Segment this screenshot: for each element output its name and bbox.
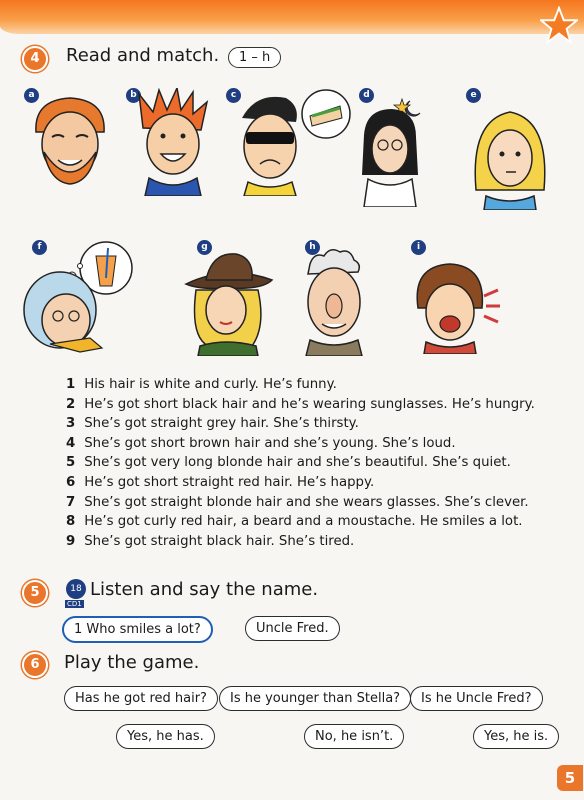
answer-bubble: No, he isn’t. [304, 724, 404, 749]
sentence-item: 3 She’s got straight grey hair. She’s thirsty. [66, 416, 359, 432]
picture-letter: h [305, 240, 320, 255]
sentence-item: 5 She’s got very long blonde hair and she’s beautiful. She’s quiet. [66, 455, 511, 471]
page-number: 5 [557, 765, 583, 791]
audio-track-icon[interactable]: 18 [66, 579, 86, 599]
character-d-illustration [358, 95, 433, 207]
sentence-item: 2 He’s got short black hair and he’s wearing sunglasses. He’s hungry. [66, 396, 535, 412]
example-answer: 1 – h [228, 47, 281, 68]
character-g-illustration [182, 246, 277, 356]
cd-label: CD1 [67, 600, 82, 608]
character-f-illustration [10, 236, 135, 354]
character-h-illustration [296, 244, 371, 356]
exercise-number: 6 [22, 652, 48, 678]
answer-bubble: Uncle Fred. [245, 616, 340, 641]
picture-letter: f [32, 240, 47, 255]
picture-letter: e [466, 88, 481, 103]
character-c-illustration [236, 88, 354, 196]
star-icon [540, 6, 578, 44]
header-banner [0, 0, 584, 34]
answer-bubble: Yes, he is. [473, 724, 559, 749]
exercise-title: Read and match. [66, 45, 220, 66]
exercise-title: Play the game. [64, 652, 200, 673]
answer-bubble: Yes, he has. [116, 724, 215, 749]
question-bubble: Has he got red hair? [64, 686, 218, 711]
exercise-number: 5 [22, 580, 48, 606]
question-bubble: Is he younger than Stella? [219, 686, 411, 711]
picture-letter: a [24, 88, 39, 103]
sentence-item: 8 He’s got curly red hair, a beard and a moustache. He smiles a lot. [66, 514, 523, 530]
sentence-list [66, 375, 535, 551]
sentence-item: 1 His hair is white and curly. He’s funny. [66, 377, 337, 392]
picture-letter: i [411, 240, 426, 255]
exercise-title: Listen and say the name. [90, 579, 319, 600]
picture-letter: b [126, 88, 141, 103]
question-bubble: 1 Who smiles a lot? [62, 616, 213, 643]
picture-letter: d [359, 88, 374, 103]
sentence-item: 7 She’s got straight blonde hair and she wears glasses. She’s clever. [66, 494, 529, 510]
character-b-illustration [135, 88, 210, 196]
picture-letter: g [197, 240, 212, 255]
sentence-item: 9 She’s got straight black hair. She’s tired. [66, 533, 355, 549]
exercise-number: 4 [22, 46, 48, 72]
sentence-item: 6 He’s got short straight red hair. He’s happy. [66, 474, 375, 490]
character-e-illustration [470, 100, 550, 210]
sentence-item: 4 She’s got short brown hair and she’s young. She’s loud. [66, 435, 456, 451]
question-bubble: Is he Uncle Fred? [410, 686, 543, 711]
character-a-illustration [30, 92, 110, 197]
picture-letter: c [226, 88, 241, 103]
character-i-illustration [410, 258, 500, 354]
